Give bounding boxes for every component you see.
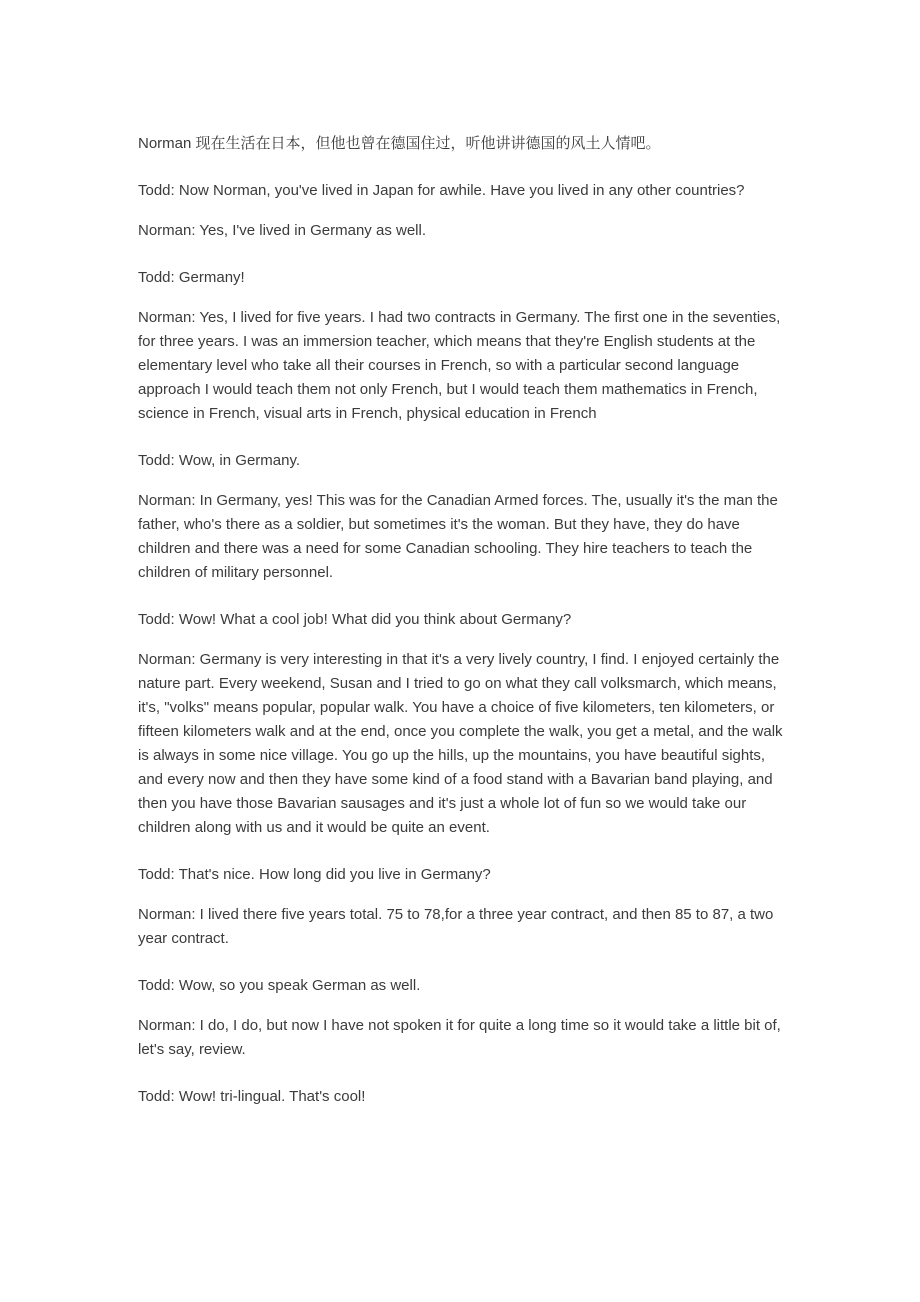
intro-paragraph: Norman 现在生活在日本，但他也曾在德国住过，听他讲讲德国的风土人情吧。 <box>138 135 661 152</box>
dialogue-paragraph-norman: Norman: Germany is very interesting in that it's a very lively country, I find. I enjoyed certainly the nature part. Every weekend, Susan and I tried to go on what they call volksmarch, which means, it's, "volks" means popular, popular walk. You have a choice of five kilometers, ten kilometers, or fifteen kilometers walk and at the end, once you complete the walk, you get a metal, and the walk is always in some nice village. You go up the hills, up the mountains, you have beautiful sights, and every now and then they have some kind of a food stand with a Bavarian band playing, and then you have those Bavarian sausages and it's just a whole lot of fun so we would take our children along with us and it would be quite an event. <box>138 651 783 836</box>
dialogue-paragraph-todd: Todd: Now Norman, you've lived in Japan for awhile. Have you lived in any other countries? <box>138 182 745 199</box>
dialogue-paragraph-norman: Norman: I do, I do, but now I have not spoken it for quite a long time so it would take a little bit of, let's say, review. <box>138 1017 781 1058</box>
dialogue-paragraph-norman: Norman: Yes, I've lived in Germany as well. <box>138 222 426 239</box>
dialogue-paragraph-todd: Todd: Wow! What a cool job! What did you think about Germany? <box>138 611 572 628</box>
dialogue-paragraph-todd: Todd: That's nice. How long did you live in Germany? <box>138 866 491 883</box>
dialogue-paragraph-norman: Norman: Yes, I lived for five years. I had two contracts in Germany. The first one in the seventies, for three years. I was an immersion teacher, which means that they're English students at the elementary level who take all their courses in French, so with a particular second language approach I would teach them not only French, but I would teach them mathematics in French, science in French, visual arts in French, physical education in French <box>138 309 781 422</box>
dialogue-paragraph-norman: Norman: In Germany, yes! This was for the Canadian Armed forces. The, usually it's the man the father, who's there as a soldier, but sometimes it's the woman. But they have, they do have children and there was a need for some Canadian schooling. They hire teachers to teach the children of military personnel. <box>138 492 778 581</box>
dialogue-paragraph-todd: Todd: Wow, so you speak German as well. <box>138 977 421 994</box>
conversation-transcript <box>138 0 790 1125</box>
dialogue-paragraph-todd: Todd: Germany! <box>138 269 245 286</box>
dialogue-paragraph-todd: Todd: Wow! tri-lingual. That's cool! <box>138 1088 366 1105</box>
dialogue-paragraph-norman: Norman: I lived there five years total. 75 to 78,for a three year contract, and then 85 to 87, a two year contract. <box>138 906 774 947</box>
dialogue-paragraph-todd: Todd: Wow, in Germany. <box>138 452 301 469</box>
